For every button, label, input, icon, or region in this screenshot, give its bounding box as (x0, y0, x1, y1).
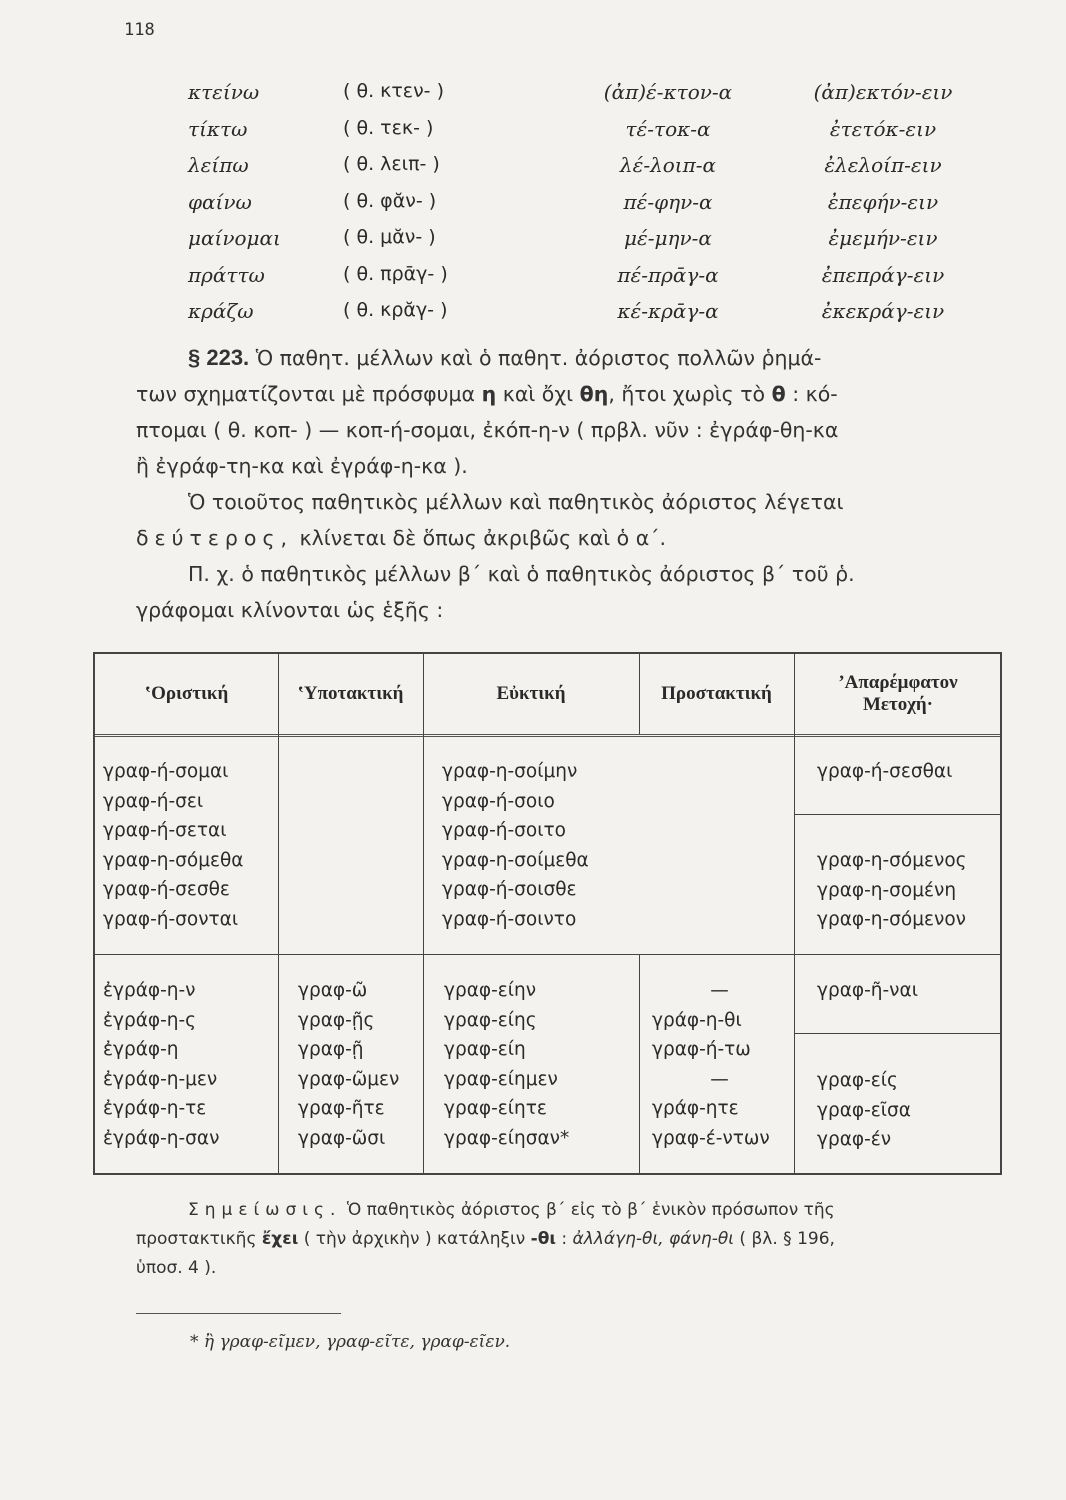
verb-perfect: τέ-τοκ-α (625, 116, 711, 141)
form-cell: γραφ-είης (444, 1009, 537, 1031)
verb-theme: ( θ. τεκ- ) (343, 116, 434, 139)
para-text: : κό- (792, 382, 838, 406)
form-cell: γραφ-είησαν* (444, 1127, 570, 1149)
header-infinitive-participle (794, 654, 1002, 734)
form-cell: ἐγράφ-η-ν (103, 980, 196, 1001)
verb-lemma: λείπω (188, 153, 249, 177)
verb-pluperfect: ἐπεπράγ-ειν (821, 262, 945, 287)
verb-theme: ( θ. λειπ- ) (343, 153, 440, 175)
form-cell: ἐγράφ-η (103, 1039, 179, 1060)
form-cell: γραφ-εῖσα (817, 1099, 911, 1121)
column-divider (794, 654, 795, 1173)
para-text: , ἤτοι χωρὶς τὸ (608, 382, 766, 406)
para-text: των σχηματίζονται μὲ πρόσφυμα (136, 382, 476, 406)
column-divider (278, 654, 279, 1173)
note-text: ( βλ. § 196, (739, 1229, 835, 1249)
form-cell: γραφ-ῶ (298, 980, 368, 1001)
note-line (136, 1225, 974, 1254)
aorist-optative-col (444, 980, 569, 1157)
form-cell: γράφ-ητε (652, 1098, 739, 1119)
verb-lemma: κτείνω (188, 80, 260, 104)
note-bold-word: ἔχει (261, 1229, 299, 1249)
para-line (136, 556, 974, 592)
header-participle: Μετοχή· (863, 694, 933, 715)
verb-row (188, 117, 988, 154)
spaced-term: δεύτερος, (136, 526, 294, 550)
para-text: Ὁ παθητ. μέλλων καὶ ὁ παθητ. ἀόριστος πολλῶν ῥημά- (255, 346, 822, 370)
form-cell: ἐγράφ-η-σαν (103, 1127, 220, 1149)
verb-lemma: φαίνω (188, 189, 252, 214)
suffix-theta-eta: θη (579, 382, 609, 406)
form-cell: γραφ-ή-σεσθαι (817, 761, 953, 782)
header-infinitive: ʼΑπαρέμφατον (838, 672, 958, 693)
letter-theta: θ (771, 382, 786, 406)
para-line (136, 592, 974, 628)
verb-pluperfect: (ἀπ)εκτόν-ειν (813, 80, 953, 104)
verb-row (188, 226, 988, 263)
header-two-line (838, 672, 957, 716)
form-cell: γραφ-ῇ (298, 1039, 364, 1060)
form-cell: γραφ-ή-σοιτο (442, 820, 566, 841)
verb-perfect: πέ-φην-α (623, 189, 713, 214)
para-line (136, 448, 974, 484)
form-cell: γραφ-είητε (444, 1098, 547, 1119)
infinitive-divider (794, 1033, 1002, 1034)
verb-pluperfect: ἐπεφήν-ειν (827, 189, 939, 214)
verb-pluperfect: ἐτετόκ-ειν (829, 116, 937, 141)
column-divider (639, 654, 640, 734)
form-cell: γραφ-η-σοίμην (442, 761, 578, 782)
form-cell: γραφ-ῆτε (298, 1098, 385, 1119)
form-cell: γραφ-έ-ντων (652, 1127, 770, 1149)
form-cell: γραφ-είη (444, 1039, 526, 1060)
para-line (136, 412, 974, 448)
verb-row (188, 263, 988, 300)
aorist-participle-col (817, 1070, 911, 1159)
column-divider (639, 954, 640, 1173)
form-cell: ἐγράφ-η-μεν (103, 1068, 218, 1090)
verb-row (188, 153, 988, 190)
form-cell: γραφ-ή-σει (103, 790, 204, 812)
header-subjunctive: ʽΥποτακτική (297, 683, 404, 704)
para-text: γράφομαι κλίνονται ὡς ἑξῆς : (136, 598, 444, 622)
verb-perfect: (ἀπ)έ-κτον-α (603, 80, 733, 104)
section-223-paragraph (136, 340, 974, 628)
form-cell: γράφ-η-θι (652, 1009, 742, 1031)
verb-theme: ( θ. κτεν- ) (343, 80, 444, 102)
verb-lemma: τίκτω (188, 116, 248, 141)
verb-theme: ( θ. πρᾱγ- ) (343, 262, 448, 285)
conjugation-table (93, 652, 1002, 1175)
form-cell: γραφ-ῇς (298, 1009, 375, 1031)
form-cell: — (710, 980, 729, 1001)
form-cell: γραφ-η-σόμενος (817, 850, 967, 871)
verb-theme: ( θ. φᾰν- ) (343, 189, 437, 212)
verb-perfect: μέ-μην-α (624, 226, 712, 250)
verb-row (188, 80, 988, 117)
table-header-row (95, 654, 1000, 737)
form-cell: ἐγράφ-η-τε (103, 1098, 207, 1119)
note-text: : (561, 1229, 568, 1249)
form-cell: γραφ-ή-σονται (103, 908, 239, 930)
aorist-subjunctive-col (298, 980, 399, 1157)
verb-row (188, 190, 988, 227)
aorist-imperative-col (652, 980, 787, 1157)
note-example: ἀλλάγη-θι, φάνη-θι (572, 1229, 734, 1249)
footnote-rule (136, 1313, 341, 1314)
note-text: προστακτικῆς (136, 1229, 257, 1249)
verb-pluperfect: ἐμεμήν-ειν (828, 226, 938, 250)
form-cell: γραφ-ῶμεν (298, 1068, 400, 1090)
para-text: Π. χ. ὁ παθητικὸς μέλλων β΄ καὶ ὁ παθητικὸς ἀόριστος β΄ τοῦ ῥ. (188, 562, 855, 586)
verb-pluperfect: ἐκεκράγ-ειν (821, 299, 945, 323)
verb-theme: ( θ. κρᾰγ- ) (343, 299, 448, 321)
section-divider (95, 954, 1002, 955)
para-text: κλίνεται δὲ ὅπως ἀκριβῶς καὶ ὁ α΄. (299, 526, 667, 550)
form-cell: γραφ-ή-σεται (103, 820, 227, 841)
para-line (136, 520, 974, 556)
note-text: ( τὴν ἀρχικὴν ) κατάληξιν (303, 1229, 526, 1249)
suffix-eta: η (481, 382, 497, 406)
future-infinitive-col (817, 761, 952, 791)
para-line (136, 484, 974, 520)
form-cell: γραφ-ή-σεσθε (103, 879, 230, 900)
verb-theme: ( θ. μᾰν- ) (343, 226, 436, 248)
note-line (136, 1254, 974, 1283)
page-number: 118 (124, 20, 155, 40)
section-number: § 223. (188, 345, 250, 370)
verb-perfect: κέ-κρᾱγ-α (617, 299, 719, 323)
note-text: ὑποσ. 4 ). (136, 1258, 217, 1278)
form-cell: γραφ-η-σόμεθα (103, 849, 244, 871)
aorist-indicative-col (103, 980, 219, 1157)
header-imperative: Προστακτική (661, 683, 772, 704)
form-cell: γραφ-είην (444, 980, 537, 1001)
form-cell: γραφ-ή-σοισθε (442, 879, 577, 900)
future-optative-col (442, 761, 589, 938)
verb-lemma: κράζω (188, 299, 254, 323)
infinitive-divider (794, 814, 1002, 815)
form-cell: ἐγράφ-η-ς (103, 1009, 197, 1031)
form-cell: γραφ-η-σομένη (817, 879, 957, 901)
para-line (136, 340, 974, 376)
form-cell: γραφ-έν (817, 1129, 892, 1150)
para-text: καὶ ὄχι (502, 382, 574, 406)
para-text: Ὁ τοιοῦτος παθητικὸς μέλλων καὶ παθητικὸς ἀόριστος λέγεται (188, 490, 844, 514)
form-cell: γραφ-είς (817, 1070, 898, 1091)
form-cell: γραφ-ή-τω (652, 1039, 751, 1060)
form-cell: γραφ-η-σοίμεθα (442, 849, 589, 871)
header-indicative: ʽΟριστική (144, 683, 229, 704)
header-optative: Εὐκτική (496, 683, 566, 704)
verb-row (188, 299, 988, 336)
future-participle-col (817, 850, 967, 939)
note-label: Σημείωσις. (188, 1200, 342, 1220)
note-line (136, 1196, 974, 1225)
form-cell: γραφ-είημεν (444, 1068, 558, 1090)
verb-perfect: πέ-πρᾱγ-α (617, 262, 719, 287)
ending-thi: -θι (530, 1229, 556, 1249)
form-cell: γραφ-ῆ-ναι (817, 980, 918, 1001)
para-line (136, 376, 974, 412)
footnote: * ἢ γραφ-εῖμεν, γραφ-εῖτε, γραφ-εῖεν. (190, 1332, 511, 1352)
column-divider (423, 654, 424, 1173)
para-text: ἢ ἐγράφ-τη-κα καὶ ἐγράφ-η-κα ). (136, 454, 468, 478)
note-text: Ὁ παθητικὸς ἀόριστος β΄ εἰς τὸ β΄ ἑνικὸν πρόσωπον τῆς (346, 1200, 835, 1220)
verb-lemma: πράττω (188, 262, 265, 287)
verb-pluperfect: ἐλελοίπ-ειν (824, 153, 942, 177)
future-indicative-col (103, 761, 244, 938)
form-cell: γραφ-η-σόμενον (817, 909, 966, 930)
note-paragraph (136, 1196, 974, 1283)
verb-perfect: λέ-λοιπ-α (619, 153, 717, 177)
verb-lemma: μαίνομαι (188, 226, 281, 250)
verb-principal-parts-list (188, 80, 988, 336)
form-cell: — (710, 1068, 729, 1090)
form-cell: γραφ-ή-σοιντο (442, 908, 577, 930)
aorist-infinitive-col (817, 980, 918, 1010)
form-cell: γραφ-ή-σομαι (103, 761, 229, 782)
para-text: πτομαι ( θ. κοπ- ) — κοπ-ή-σομαι, ἐκόπ-η-ν ( πρβλ. νῦν : ἐγράφ-θη-κα (136, 418, 839, 442)
form-cell: γραφ-ή-σοιο (442, 790, 555, 812)
form-cell: γραφ-ῶσι (298, 1127, 386, 1149)
